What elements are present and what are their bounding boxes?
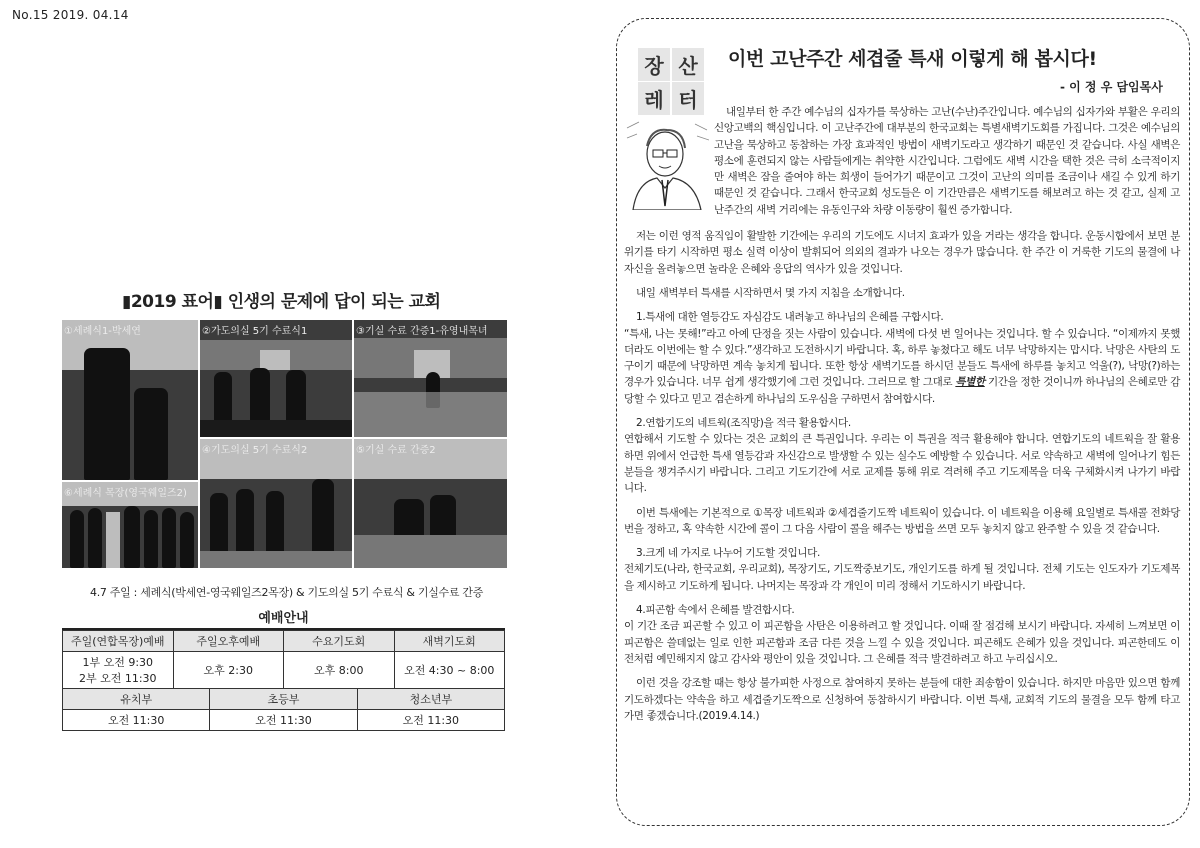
photo-graduation-1 xyxy=(200,320,352,437)
badge-char: 산 xyxy=(672,48,704,81)
guideline-2 xyxy=(624,415,1180,496)
column-author: - 이 정 우 담임목사 xyxy=(1060,80,1163,94)
column-title: 이번 고난주간 세겹줄 특새 이렇게 해 봅시다! xyxy=(728,48,1097,70)
paragraph: 저는 이런 영적 움직임이 활발한 기간에는 우리의 기도에도 시너지 효과가 있을 거라는 생각을 합니다. 운동시합에서 보면 분위기를 타기 시작하면 평소 실력 이상이 발휘되어 의외의 결과가 나오는 경우가 많습니다. 한 주간 이 거룩한 기도의 물결에 나 자신을 올려놓으면 놀라운 은혜와 응답의 역사가 있을 것입니다. xyxy=(624,230,1180,275)
guideline-heading: 2.연합기도의 네트웍(조직망)을 적극 활용합시다. xyxy=(636,417,851,430)
service-time xyxy=(63,652,174,689)
service-time: 오전 4:30 ~ 8:00 xyxy=(394,652,505,689)
service-header: 새벽기도회 xyxy=(394,631,505,652)
service-header: 주일오후예배 xyxy=(173,631,284,652)
school-time: 오전 11:30 xyxy=(210,710,357,731)
emphasis-text: 특별한 xyxy=(955,376,985,389)
school-header: 청소년부 xyxy=(357,689,504,710)
guideline-heading: 4.피곤함 속에서 은혜를 발견합시다. xyxy=(636,604,795,617)
badge-char: 장 xyxy=(638,48,670,81)
guideline-body: 이 기간 조금 피곤할 수 있고 이 피곤함을 사탄은 이용하려고 할 것입니다. 이때 잘 점검해 보시기 바랍니다. 자세히 느껴보면 이 피곤함은 쓸데없는 일로 인한 피곤함과 조금 다른 것을 느낄 수 있을 것입니다. 피곤해도 은혜가 있을 것입니다. 피곤한데도 이전처럼 예민해지지 않고 감사와 평안이 있을 것입니다. 그 은혜를 적극 발견하려고 하고 누리십시오. xyxy=(624,620,1180,665)
school-table xyxy=(62,688,505,731)
school-header: 초등부 xyxy=(210,689,357,710)
photo-caption-3: ③기실 수료 간증1-유영내목녀 xyxy=(356,326,488,337)
worship-guide xyxy=(62,607,505,731)
paragraph: 내일 새벽부터 특새를 시작하면서 몇 가지 지침을 소개합니다. xyxy=(636,286,905,299)
worship-table xyxy=(62,630,505,689)
service-time: 오후 8:00 xyxy=(284,652,395,689)
guideline-3 xyxy=(624,545,1180,594)
school-time: 오전 11:30 xyxy=(63,710,210,731)
service-time-line: 2부 오전 11:30 xyxy=(78,672,157,685)
guideline-body: 기간을 정한 것이니까 하나님의 은혜로만 감당할 수 있다고 믿고 겸손하게 하나님의 도우심을 구하면서 참여합시다. xyxy=(624,376,1181,405)
guideline-body: 연합해서 기도할 수 있다는 것은 교회의 큰 특권입니다. 우리는 이 특권을 적극 활용해야 합니다. 연합기도의 네트웍을 잘 활용하면 위에서 언급한 특새 열등감과 자신감으로 발생할 수 있는 실수도 예방할 수 있습니다. 서로 약속하고 새벽에 일어나기 힘든 분들을 챙겨주시기 바랍니다. 그리고 기도기간에 서로 교제를 통해 위로 격려해 주고 기도제목을 더욱 구체화시켜 나가기 바랍니다. xyxy=(624,433,1180,495)
badge-char: 레 xyxy=(638,82,670,115)
photo-caption-6: ⑥세례식 목장(영국웨일즈2) xyxy=(64,488,187,499)
column-body xyxy=(624,104,1180,732)
photo-description: 4.7 주일 : 세례식(박세연-영국웨일즈2목장) & 기도의실 5기 수료식 & 기실수료 간증 xyxy=(90,586,484,599)
photo-graduation-2 xyxy=(200,439,352,568)
service-time: 오후 2:30 xyxy=(173,652,284,689)
photo-testimony-2 xyxy=(354,439,507,568)
guideline-heading: 3.크게 네 가지로 나누어 기도할 것입니다. xyxy=(636,547,820,560)
photo-testimony-1 xyxy=(354,320,507,437)
photo-caption-2: ②가도의실 5기 수료식1 xyxy=(202,326,308,337)
paragraph: 이번 특새에는 기본적으로 ①목장 네트웍과 ②세겹줄기도짝 네트웍이 있습니다. 이 네트웍을 이용해 요일별로 특새콜 전화당번을 정하고, 혹 약속한 시간에 콜이 그 다음 사람이 콜을 해주는 방법을 쓰면 모두 놓치지 않고 완주할 수 있을 것 같습니다. xyxy=(624,506,1180,535)
service-time-line: 1부 오전 9:30 xyxy=(82,656,154,669)
motto-title: ▮2019 표어▮ 인생의 문제에 답이 되는 교회 xyxy=(122,292,441,312)
school-header: 유치부 xyxy=(63,689,210,710)
photo-caption-5: ⑤기실 수료 간증2 xyxy=(356,445,436,456)
guideline-heading: 1.특새에 대한 열등감도 자심감도 내려놓고 하나님의 은혜를 구합시다. xyxy=(636,311,944,324)
guideline-body: “특새, 나는 못해!”라고 아예 단정을 짓는 사람이 있습니다. 새벽에 다섯 번 일어나는 것입니다. 할 수 있습니다. “이제까지 못했더라도 이번에는 할 수 있다.”생각하고 도전하시기 바랍니다. 혹, 하루 놓쳤다고 해도 너무 낙망하지는 맙시다. 낙망은 사탄의 도구이기 때문에 낙망하면 계속 놓치게 됩니다. 또한 항상 새벽기도를 하시던 분들도 특새에 하루를 놓치고 억울(?), 낙망(?)하는 경우가 있습니다. 너무 쉽게 생각했기에 그런 것입니다. 그러므로 할 그대로 xyxy=(624,327,1180,389)
issue-number: No.15 2019. 04.14 xyxy=(12,8,129,22)
photo-baptism-1 xyxy=(62,320,198,480)
paragraph-intro: 내일부터 한 주간 예수님의 십자가를 묵상하는 고난(수난)주간입니다. 예수님의 십자가와 부활은 우리의 신앙고백의 핵심입니다. 이 고난주간에 대부분의 한국교회는 특별새벽기도회를 가집니다. 그것은 예수님의 고난을 묵상하고 동참하는 가장 효과적인 방법이 새벽기도라고 생각하기 때문인 것 같습니다. 사실 새벽은 평소에 훈련되지 않는 사람들에게는 취약한 시간입니다. 그럼에도 새벽 시간을 택한 것은 극히 소극적이지만 새벽은 잠을 줄여야 하는 희생이 들어가기 때문이고 그것이 고난의 의미를 조금이나 새길 수 있게 하기 때문인 것 같습니다. 그래서 한국교회 성도들은 이 기간만큼은 새벽기도를 해보려고 하는 것 같고, 실제 고난주간의 새벽 거리에는 유동인구와 차량 이동량이 훨씬 증가합니다. xyxy=(714,106,1180,216)
photo-collage xyxy=(62,320,507,568)
service-header: 주일(연합목장)예배 xyxy=(63,631,174,652)
school-time: 오전 11:30 xyxy=(357,710,504,731)
service-header: 수요기도회 xyxy=(284,631,395,652)
guideline-4 xyxy=(624,602,1180,667)
worship-title: 예배안내 xyxy=(62,607,505,630)
guideline-1 xyxy=(624,309,1180,407)
photo-caption-1: ①세례식1-박세연 xyxy=(64,326,141,337)
guideline-body: 전체기도(나라, 한국교회, 우리교회), 목장기도, 기도짝중보기도, 개인기도를 하게 될 것입니다. 전체 기도는 인도자가 기도제목을 제시하고 기도하게 됩니다. 나머지는 목장과 각 개인이 미리 정해서 기도하시기 바랍니다. xyxy=(624,563,1180,592)
portrait-space xyxy=(624,104,714,216)
closing-paragraph: 이런 것을 강조할 때는 항상 불가피한 사정으로 참여하지 못하는 분들에 대한 죄송함이 있습니다. 하지만 마음만 있으면 함께 기도하겠다는 약속을 하고 세겹줄기도짝으로 신청하여 동참하시기 바랍니다. 이번 특새, 교회적 기도의 물결을 모두 함께 타고 가면 좋겠습니다.(2019.4.14.) xyxy=(624,677,1180,722)
badge-char: 터 xyxy=(672,82,704,115)
photo-caption-4: ④기도의실 5기 수료식2 xyxy=(202,445,308,456)
photo-baptism-2 xyxy=(62,482,198,568)
